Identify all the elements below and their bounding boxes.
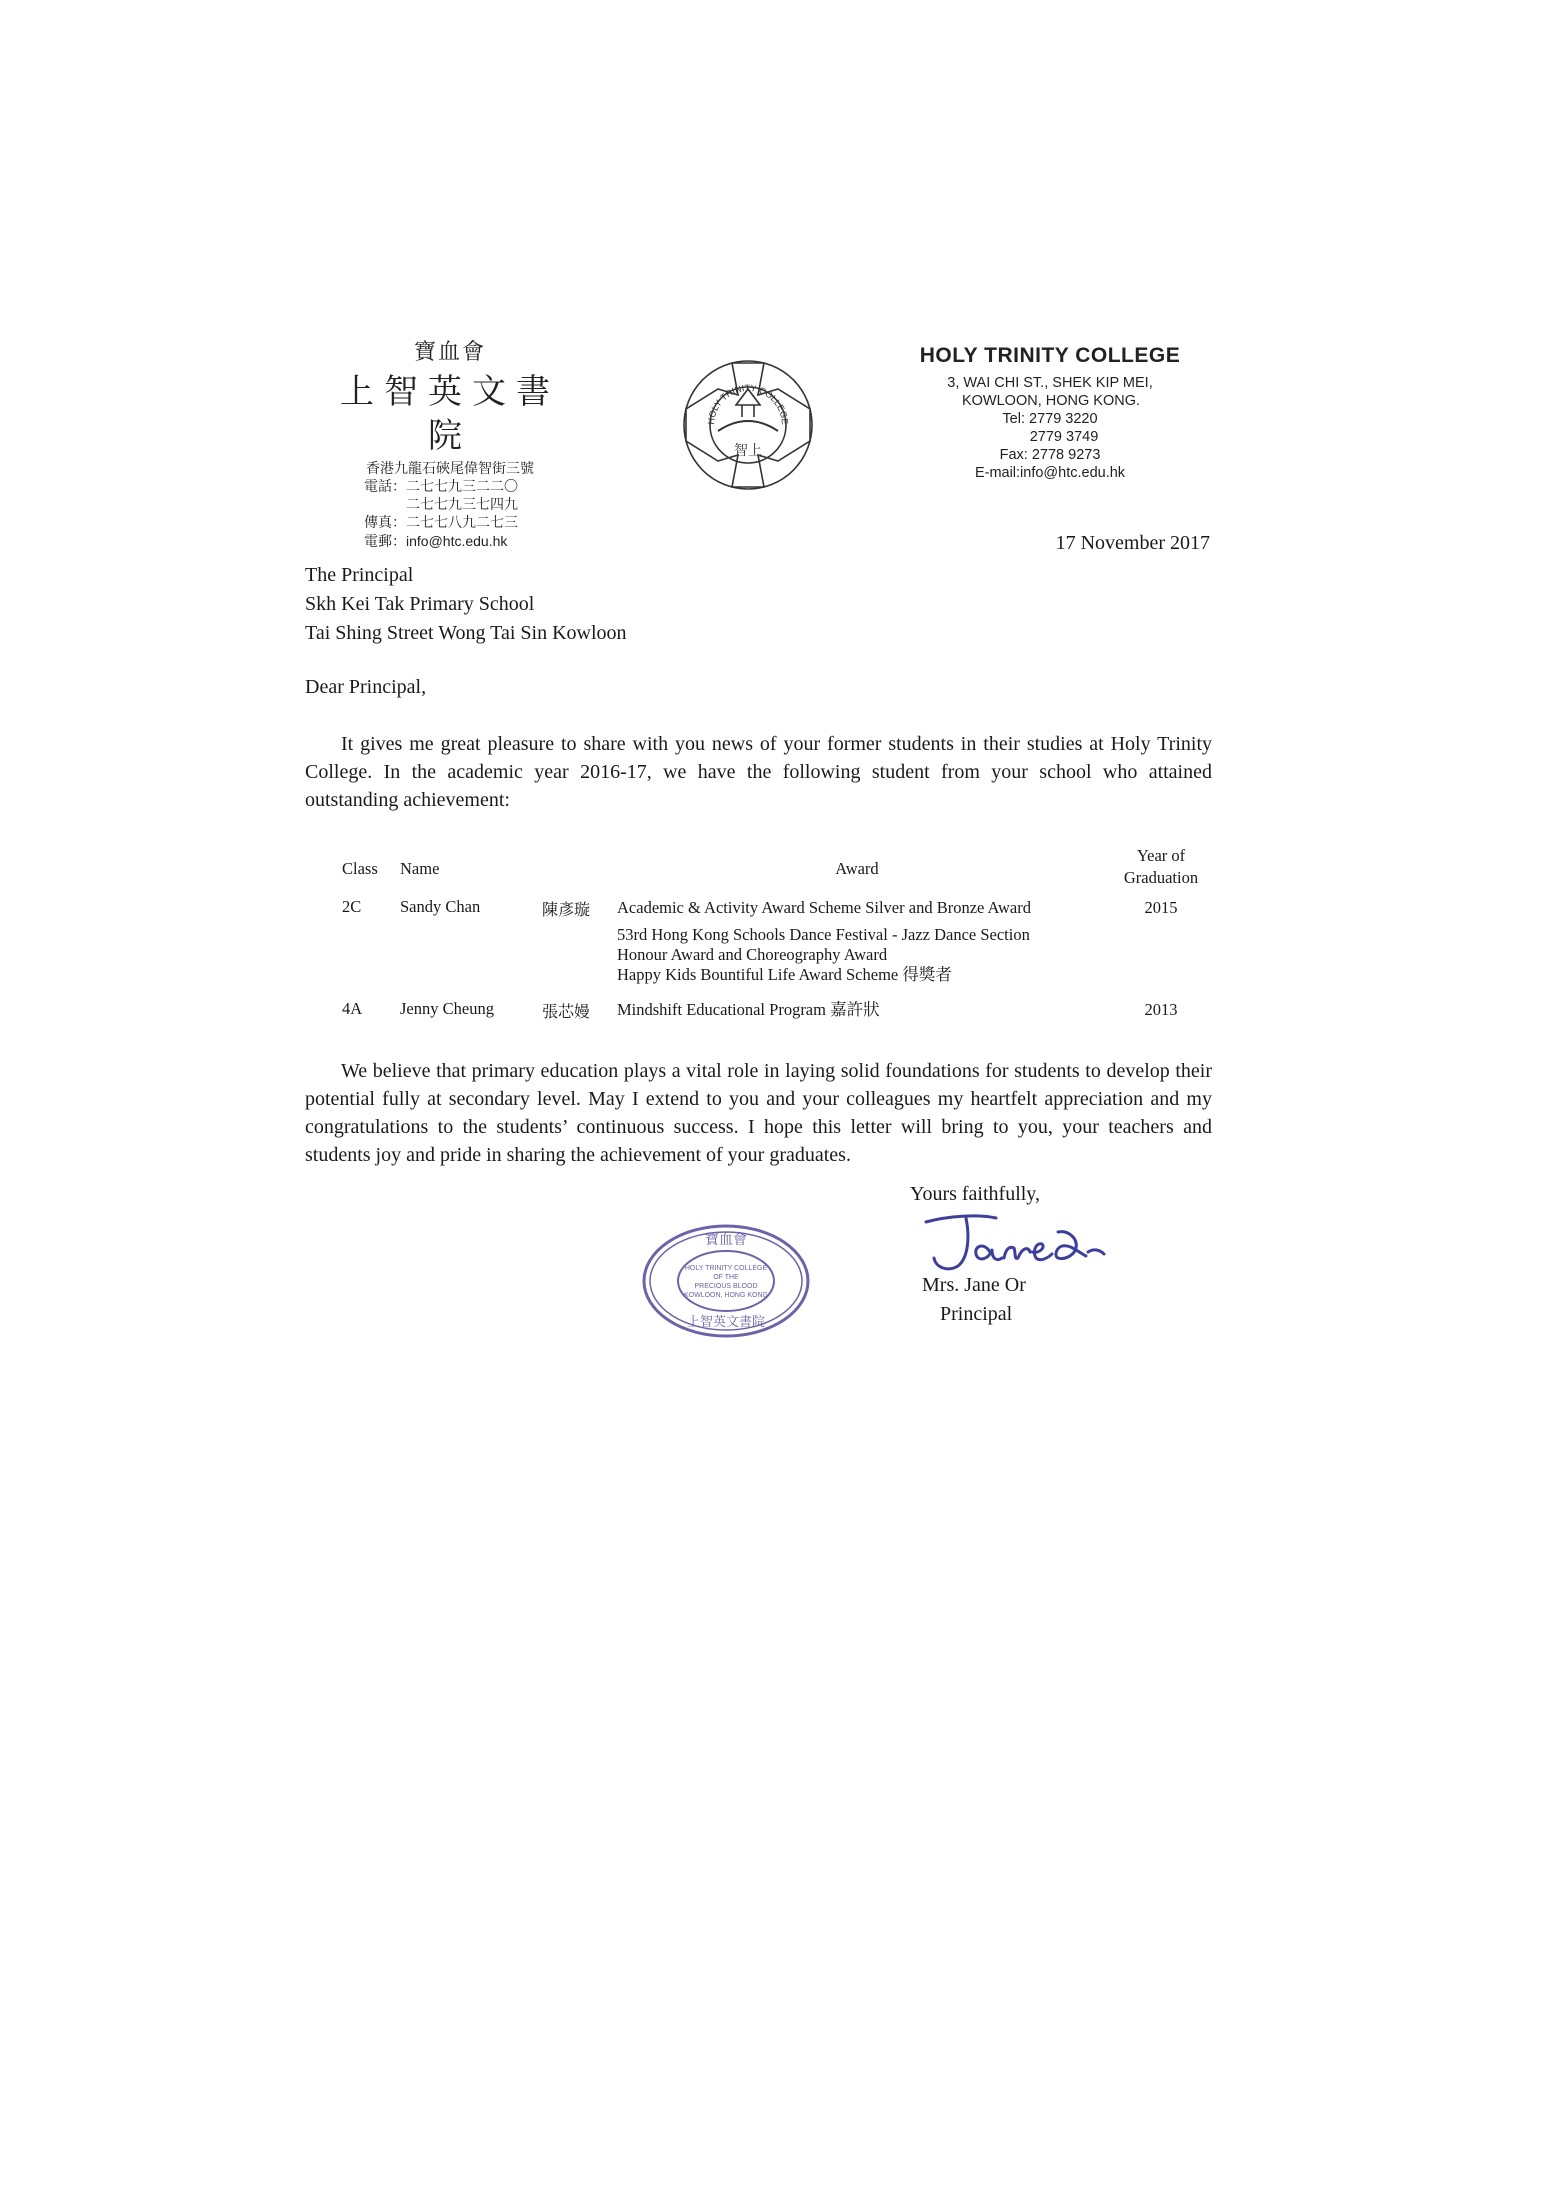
table-row <box>330 999 1210 1027</box>
award-item: Academic & Activity Award Scheme Silver and Bronze Award <box>617 898 1031 917</box>
stamp-inner-line-1: HOLY TRINITY COLLEGE <box>684 1265 768 1272</box>
row-year: 2013 <box>1144 1000 1178 1019</box>
stamp-inner-line-4: KOWLOON, HONG KONG <box>683 1292 769 1299</box>
row-name-chinese: 陳彥璇 <box>542 900 591 919</box>
header-year-line-1: Year of <box>1136 846 1186 865</box>
header-award: Award <box>835 859 879 878</box>
zh-tel-label: 電話： <box>364 479 406 495</box>
award-item: Happy Kids Bountiful Life Award Scheme 得獎者 <box>617 965 952 984</box>
zh-email: info@htc.edu.hk <box>406 533 508 549</box>
header-year <box>1106 845 1216 889</box>
zh-tel-1: 二七七九三二二〇 <box>406 479 518 495</box>
stamp-inner-line-2: OF THE <box>713 1274 739 1281</box>
stamp-top-text: 寶血會 <box>705 1232 747 1248</box>
header-class: Class <box>342 859 378 878</box>
signer-title: Principal <box>940 1303 1013 1325</box>
table-header <box>330 845 1210 897</box>
signer-name: Mrs. Jane Or <box>922 1274 1026 1296</box>
school-stamp-seal <box>640 1222 812 1340</box>
award-item: Mindshift Educational Program 嘉許狀 <box>617 1000 880 1019</box>
recipient-line-1: The Principal <box>305 564 414 586</box>
crest-motto: 智上 <box>734 443 762 459</box>
email: E-mail:info@htc.edu.hk <box>974 465 1126 481</box>
zh-tel-line-2 <box>364 496 570 514</box>
recipient-address <box>305 561 627 648</box>
zh-email-line <box>364 532 570 551</box>
zh-tel-2: 二七七九三七四九 <box>406 497 518 513</box>
award-item: 53rd Hong Kong Schools Dance Festival - Jazz Dance Section <box>617 925 1030 944</box>
telephone: Tel: 2779 3220 <box>1002 411 1098 427</box>
award-item: Honour Award and Choreography Award <box>617 945 888 964</box>
stamp-bottom-text: 上智英文書院 <box>686 1315 766 1330</box>
letterhead-english <box>880 342 1200 482</box>
college-name: HOLY TRINITY COLLEGE <box>919 344 1181 367</box>
paragraph-intro: It gives me great pleasure to share with you news of your former students in their studies at Holy Trinity College. In the academic year 2016-17, we have the following student from your school who attained outstanding achievement: <box>305 733 1212 811</box>
zh-email-label: 電郵： <box>364 534 406 550</box>
letter-date: 17 November 2017 <box>1055 532 1210 554</box>
fax: Fax: 2778 9273 <box>999 447 1101 463</box>
row-name-chinese: 張芯嫚 <box>542 1002 591 1021</box>
zh-fax-line <box>364 514 570 532</box>
recipient-line-2: Skh Kei Tak Primary School <box>305 593 535 615</box>
zh-fax: 二七七八九二七三 <box>406 515 518 531</box>
signature-image <box>918 1208 1128 1278</box>
closing-line: Yours faithfully, <box>910 1183 1041 1205</box>
row-year: 2015 <box>1144 898 1178 917</box>
address-line-2: KOWLOON, HONG KONG. <box>961 393 1141 409</box>
letterhead-chinese <box>330 340 570 551</box>
paragraph-closing: We believe that primary education plays a vital role in laying solid foundations for students to develop their potential fully at secondary level. May I extend to you and your colleagues my heartfelt appreciation and my congratulations to the students’ continuous success. I hope this letter will bring to you, your teachers and students joy and pride in sharing the achievement of your graduates. <box>305 1060 1212 1166</box>
school-crest-logo <box>678 355 818 495</box>
header-name: Name <box>400 859 440 878</box>
zh-address: 香港九龍石硤尾偉智街三號 <box>366 461 534 477</box>
crest-ring-text: HOLY TRINITY COLLEGE <box>705 382 791 425</box>
row-name: Sandy Chan <box>400 897 481 916</box>
row-class: 2C <box>342 897 362 916</box>
address-line-1: 3, WAI CHI ST., SHEK KIP MEI, <box>947 375 1153 391</box>
zh-org-name: 寶血會 <box>413 340 486 365</box>
stamp-inner-line-3: PRECIOUS BLOOD <box>694 1283 758 1290</box>
zh-fax-label: 傳真： <box>364 515 406 531</box>
zh-tel-line <box>364 478 570 496</box>
zh-contact-lines <box>330 478 570 551</box>
salutation: Dear Principal, <box>305 676 427 698</box>
row-class: 4A <box>342 999 363 1018</box>
header-year-line-2: Graduation <box>1123 868 1199 887</box>
telephone-2: 2779 3749 <box>1029 429 1099 445</box>
row-name: Jenny Cheung <box>400 999 494 1018</box>
recipient-line-3: Tai Shing Street Wong Tai Sin Kowloon <box>305 622 627 644</box>
zh-school-name: 上智英文書院 <box>340 372 560 456</box>
table-row <box>330 897 1210 999</box>
row-awards <box>617 999 1097 1021</box>
awards-table <box>330 845 1210 1027</box>
row-awards <box>617 897 1097 985</box>
